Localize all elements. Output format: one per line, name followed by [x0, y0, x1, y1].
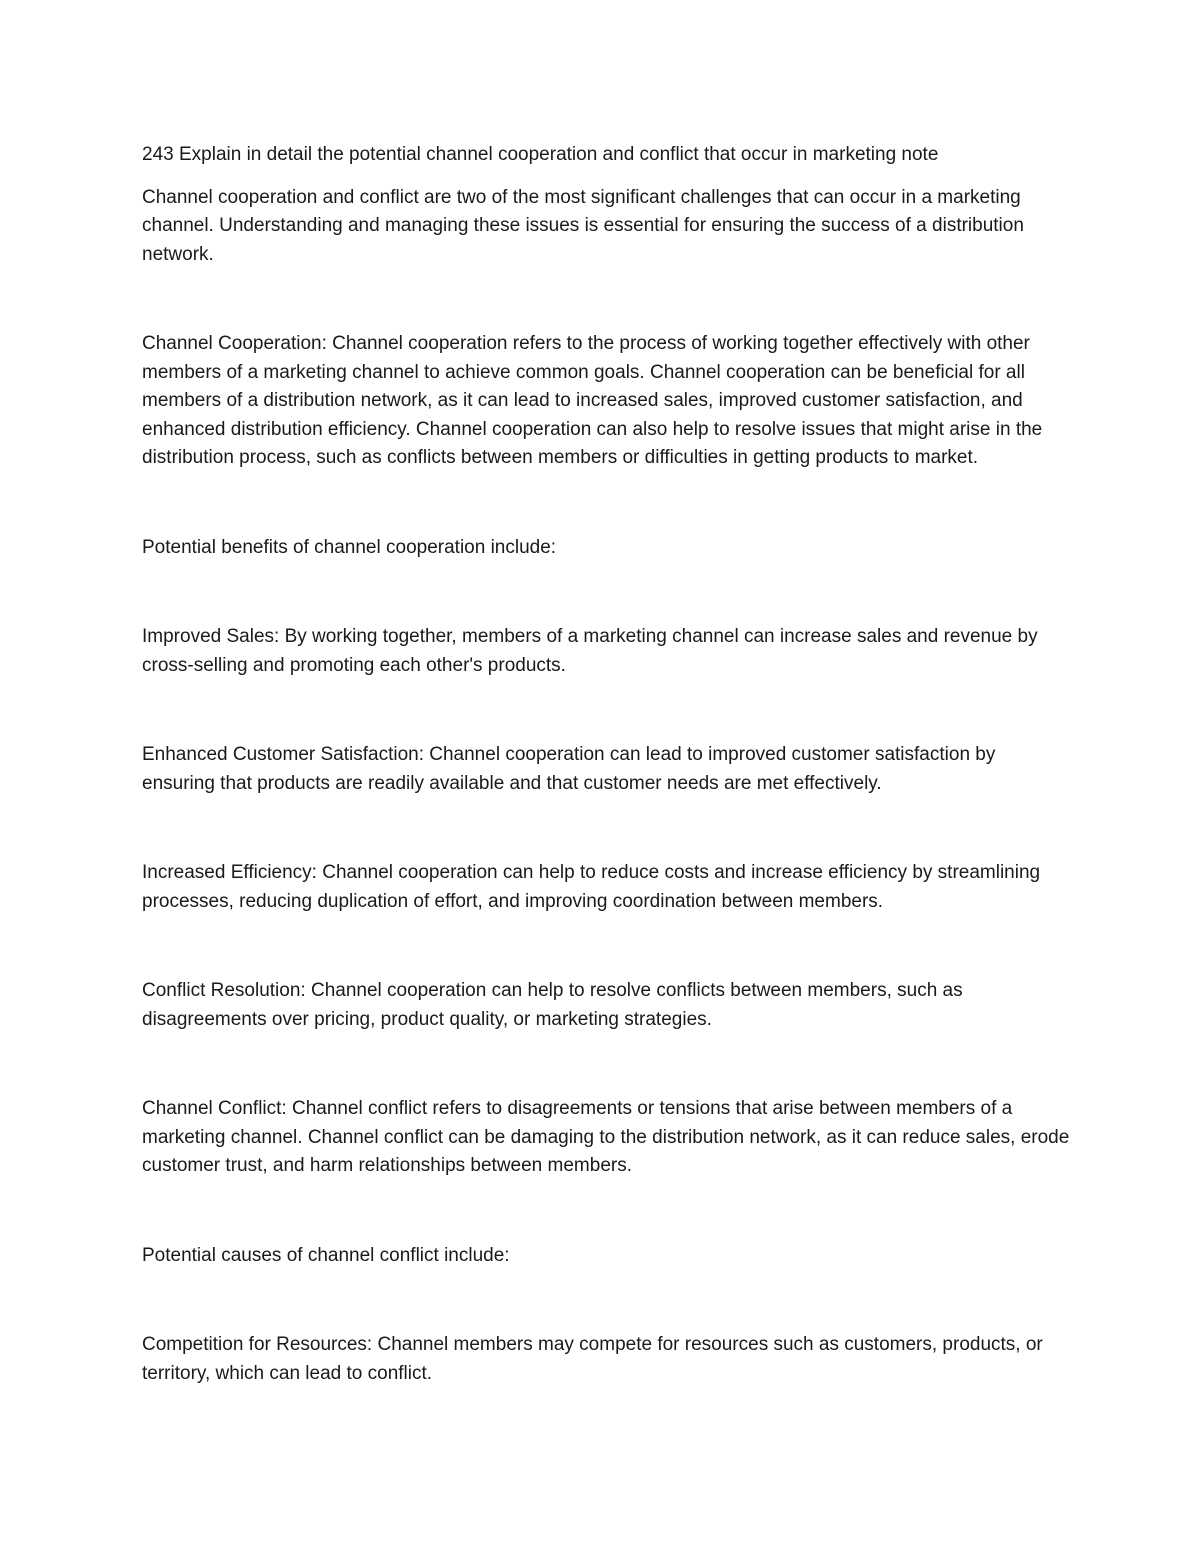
document-title: 243 Explain in detail the potential channel cooperation and conflict that occur in marketing note [142, 144, 939, 165]
paragraph-intro: Channel cooperation and conflict are two of the most significant challenges that can occur in a marketing channel. Understanding and managing these issues is essential for ensuring the success of a distribution network. [142, 186, 1024, 265]
document-body [142, 141, 1072, 1388]
paragraph-benefits-heading: Potential benefits of channel cooperation include: [142, 536, 557, 558]
paragraph-channel-cooperation: Channel Cooperation: Channel cooperation refers to the process of working together effectively with other members of a marketing channel to achieve common goals. Channel cooperation can be beneficial for all members of a distribution network, as it can lead to increased sales, improved customer satisfaction, and enhanced distribution efficiency. Channel cooperation can also help to resolve issues that might arise in the distribution process, such as conflicts between members or difficulties in getting products to market. [142, 333, 1043, 468]
paragraph-improved-sales: Improved Sales: By working together, members of a marketing channel can increase sales and revenue by cross-selling and promoting each other's products. [142, 626, 1038, 676]
paragraph-customer-satisfaction: Enhanced Customer Satisfaction: Channel cooperation can lead to improved customer satisfaction by ensuring that products are readily available and that customer needs are met effectively. [142, 744, 996, 794]
paragraph-causes-heading: Potential causes of channel conflict include: [142, 1244, 510, 1266]
paragraph-increased-efficiency: Increased Efficiency: Channel cooperation can help to reduce costs and increase efficiency by streamlining processes, reducing duplication of effort, and improving coordination between members. [142, 862, 1041, 912]
paragraph-channel-conflict: Channel Conflict: Channel conflict refers to disagreements or tensions that arise between members of a marketing channel. Channel conflict can be damaging to the distribution network, as it can reduce sales, erode customer trust, and harm relationships between members. [142, 1098, 1070, 1176]
paragraph-conflict-resolution: Conflict Resolution: Channel cooperation can help to resolve conflicts between members, such as disagreements over pricing, product quality, or marketing strategies. [142, 980, 963, 1030]
paragraph-competition-resources: Competition for Resources: Channel members may compete for resources such as customers, products, or territory, which can lead to conflict. [142, 1334, 1043, 1384]
